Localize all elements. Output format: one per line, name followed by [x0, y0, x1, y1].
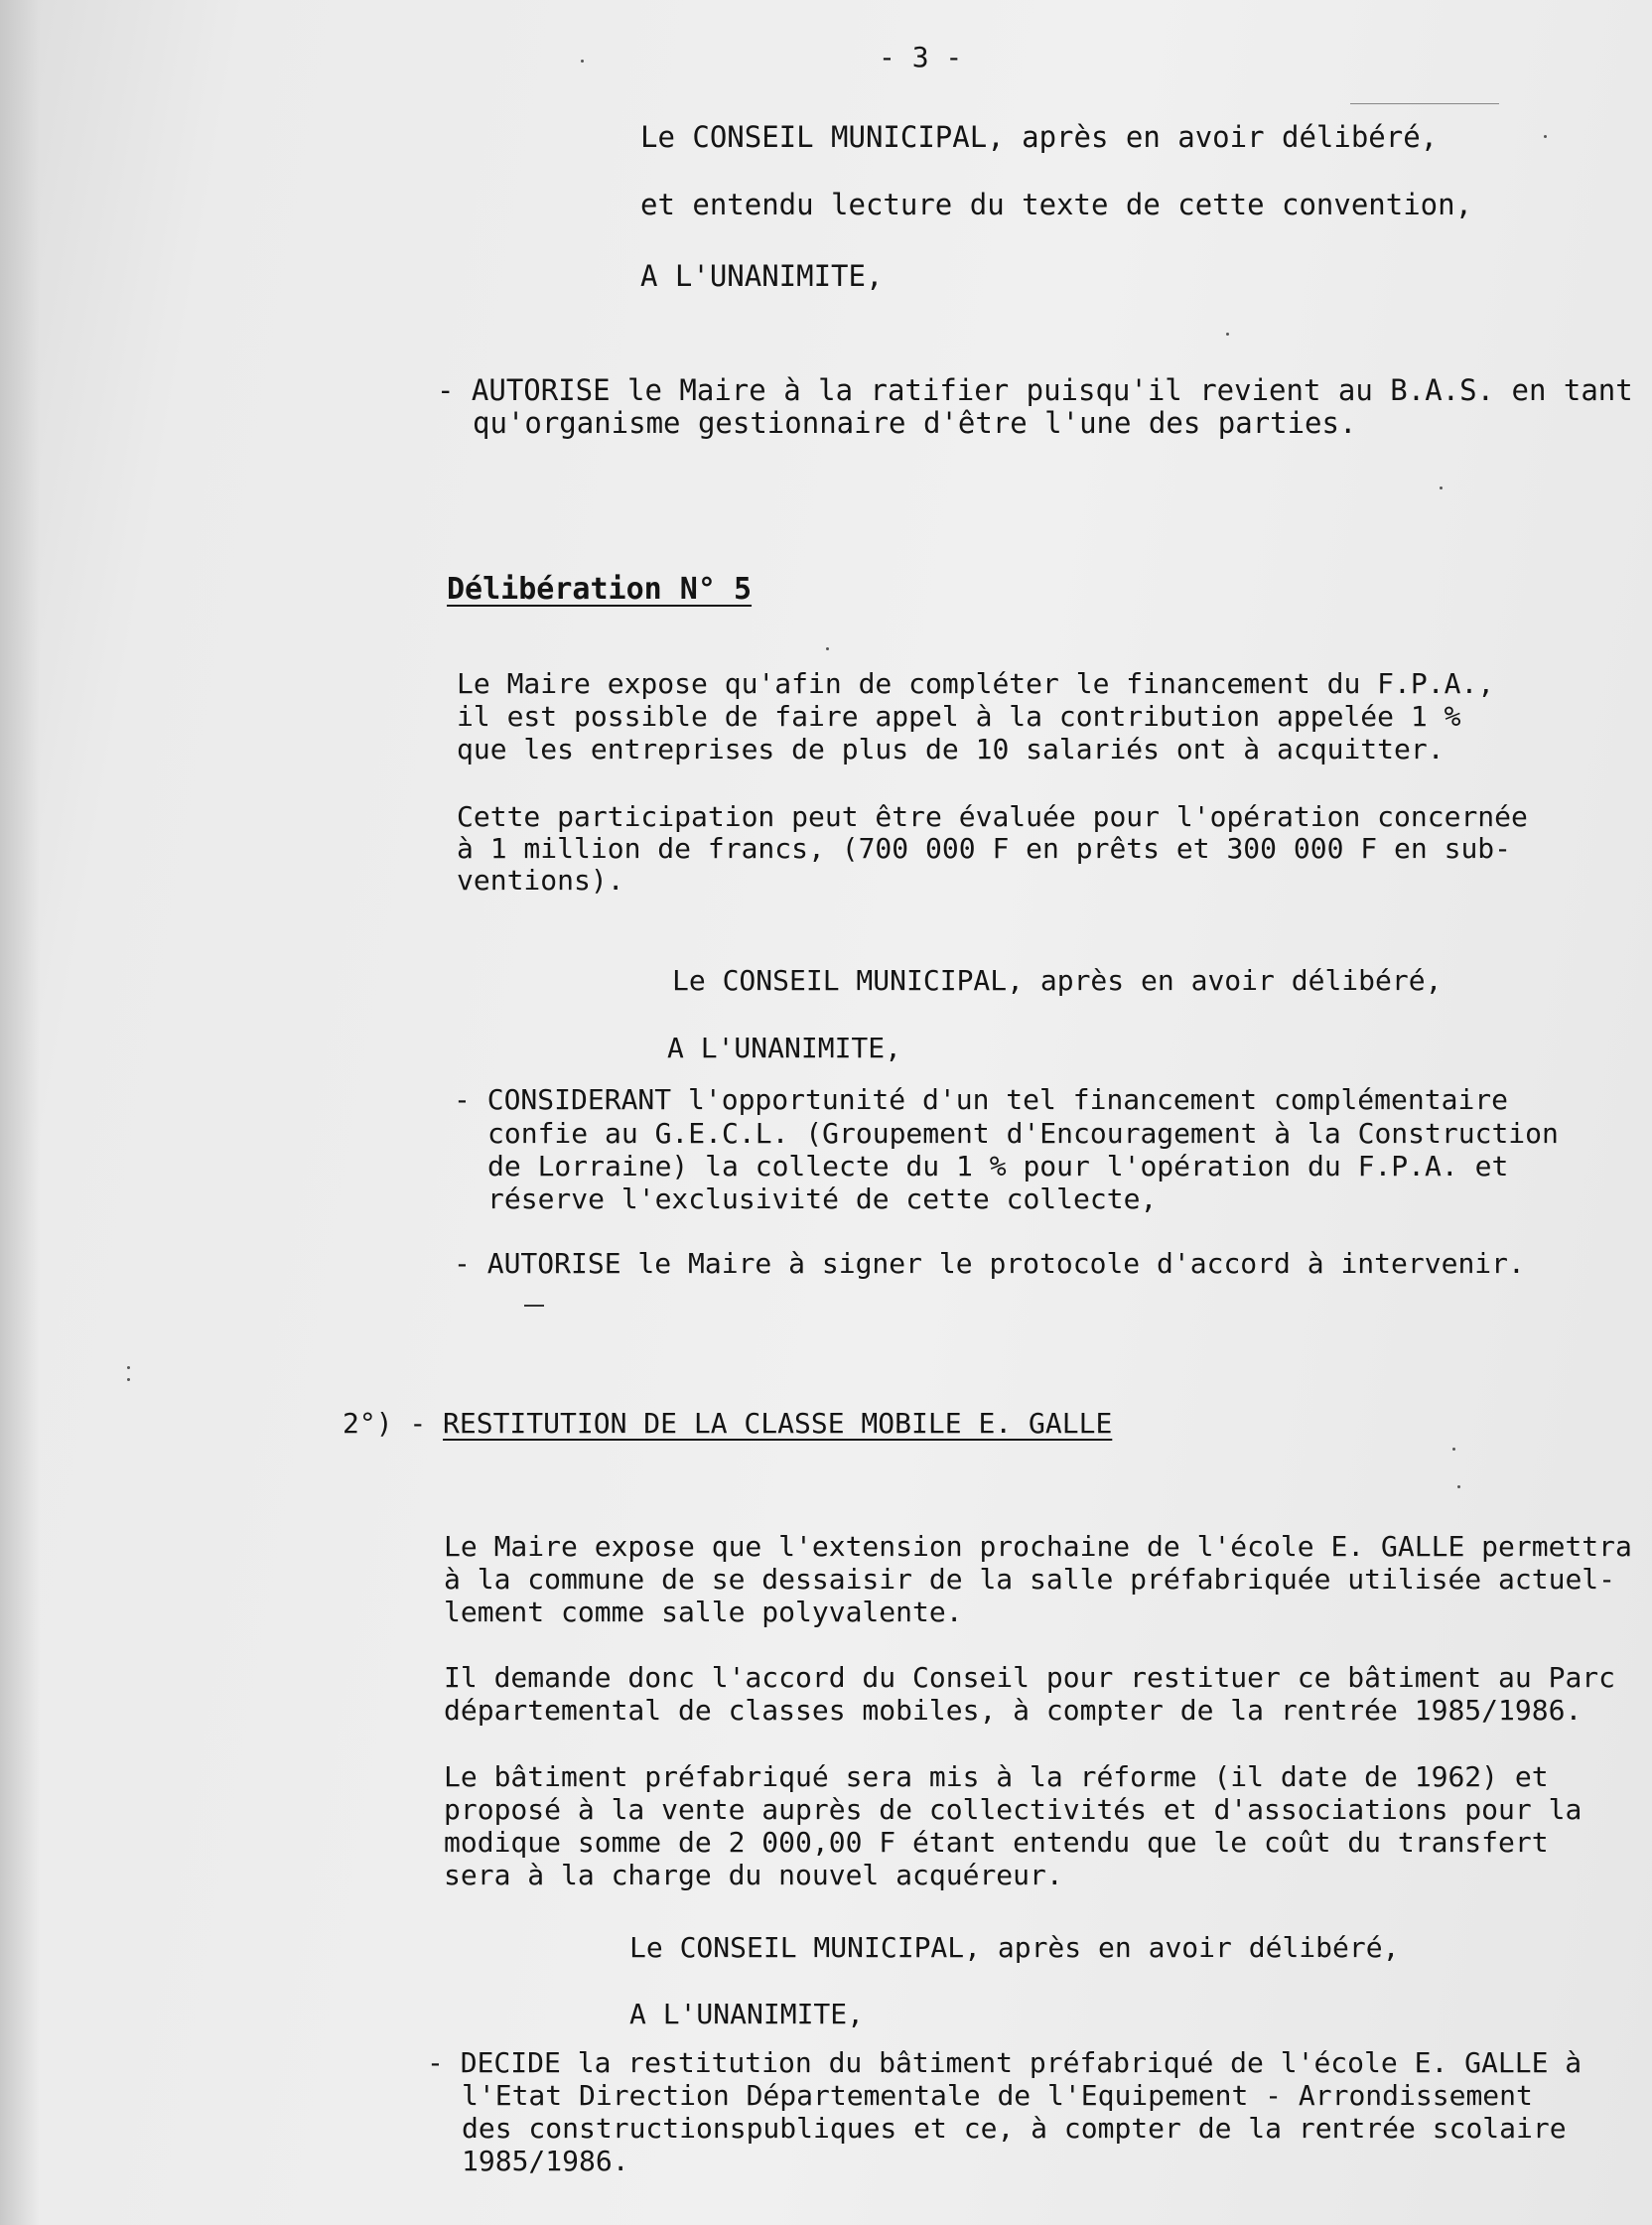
deliberation-title: Délibération N° 5	[447, 572, 753, 607]
scan-speck	[1226, 333, 1229, 336]
request-line-1: Il demande donc l'accord du Conseil pour restituer ce bâtiment au Parc	[444, 1661, 1616, 1694]
building-line-2: proposé à la vente auprès de collectivités et d'associations pour la	[444, 1793, 1583, 1826]
expose-line-2: il est possible de faire appel à la contribution appelée 1 %	[457, 700, 1461, 733]
participation-line-2: à 1 million de francs, (700 000 F en prêts et 300 000 F en sub-	[457, 832, 1512, 865]
building-line-1: Le bâtiment préfabriqué sera mis à la réforme (il date de 1962) et	[444, 1760, 1549, 1793]
scan-speck	[826, 647, 829, 650]
expose-line-1: Le Maire expose qu'afin de compléter le financement du F.P.A.,	[457, 667, 1495, 700]
scan-speck	[127, 1366, 130, 1369]
scan-speck	[1457, 1485, 1460, 1488]
considerant-line-4: réserve l'exclusivité de cette collecte,	[487, 1182, 1158, 1215]
scan-speck	[127, 1378, 130, 1381]
participation-line-1: Cette participation peut être évaluée pour l'opération concernée	[457, 800, 1528, 833]
decide-line-4: 1985/1986.	[462, 2145, 629, 2177]
convention-reading-line: et entendu lecture du texte de cette convention,	[640, 188, 1473, 221]
council-deliberation-line: Le CONSEIL MUNICIPAL, après en avoir délibéré,	[640, 120, 1439, 154]
page-number: - 3 -	[879, 41, 963, 73]
authorise-line-2: qu'organisme gestionnaire d'être l'une des parties.	[473, 406, 1357, 440]
scan-speck	[1452, 1448, 1455, 1451]
authorise-protocol-line: - AUTORISE le Maire à signer le protocole d'accord à intervenir.	[454, 1247, 1525, 1280]
expose-line-3: que les entreprises de plus de 10 salariés ont à acquitter.	[457, 733, 1445, 765]
unanimity-line: A L'UNANIMITE,	[629, 1998, 865, 2030]
section-title: RESTITUTION DE LA CLASSE MOBILE E. GALLE	[443, 1407, 1113, 1440]
decide-line-3: des constructionspubliques et ce, à compter de la rentrée scolaire	[462, 2112, 1567, 2145]
section-number: 2°) -	[343, 1407, 444, 1440]
participation-line-3: ventions).	[457, 864, 624, 897]
extension-line-2: à la commune de se dessaisir de la salle préfabriquée utilisée actuel-	[444, 1563, 1616, 1596]
building-line-4: sera à la charge du nouvel acquéreur.	[444, 1859, 1063, 1891]
considerant-line-1: - CONSIDERANT l'opportunité d'un tel financement complémentaire	[454, 1083, 1509, 1116]
extension-line-3: lement comme salle polyvalente.	[444, 1596, 963, 1628]
scan-speck	[581, 60, 584, 63]
scan-streak	[1350, 103, 1499, 104]
council-deliberation-line: Le CONSEIL MUNICIPAL, après en avoir délibéré,	[672, 964, 1443, 997]
considerant-line-2: confie au G.E.C.L. (Groupement d'Encouragement à la Construction	[487, 1117, 1559, 1150]
scan-speck	[1440, 487, 1443, 489]
considerant-line-3: de Lorraine) la collecte du 1 % pour l'opération du F.P.A. et	[487, 1150, 1509, 1182]
council-deliberation-line: Le CONSEIL MUNICIPAL, après en avoir délibéré,	[629, 1931, 1400, 1964]
authorise-line-1: - AUTORISE le Maire à la ratifier puisqu'il revient au B.A.S. en tant	[437, 373, 1633, 407]
decide-line-2: l'Etat Direction Départementale de l'Equipement - Arrondissement	[462, 2079, 1533, 2112]
request-line-2: départemental de classes mobiles, à compter de la rentrée 1985/1986.	[444, 1694, 1583, 1727]
scan-speck	[1544, 135, 1547, 138]
scan-dash	[524, 1305, 544, 1307]
decide-line-1: - DECIDE la restitution du bâtiment préfabriqué de l'école E. GALLE à	[427, 2046, 1583, 2079]
unanimity-line: A L'UNANIMITE,	[640, 259, 884, 293]
unanimity-line: A L'UNANIMITE,	[667, 1032, 902, 1064]
extension-line-1: Le Maire expose que l'extension prochaine de l'école E. GALLE permettra	[444, 1530, 1632, 1563]
scan-edge-shadow	[0, 0, 40, 2225]
building-line-3: modique somme de 2 000,00 F étant entendu que le coût du transfert	[444, 1826, 1549, 1859]
